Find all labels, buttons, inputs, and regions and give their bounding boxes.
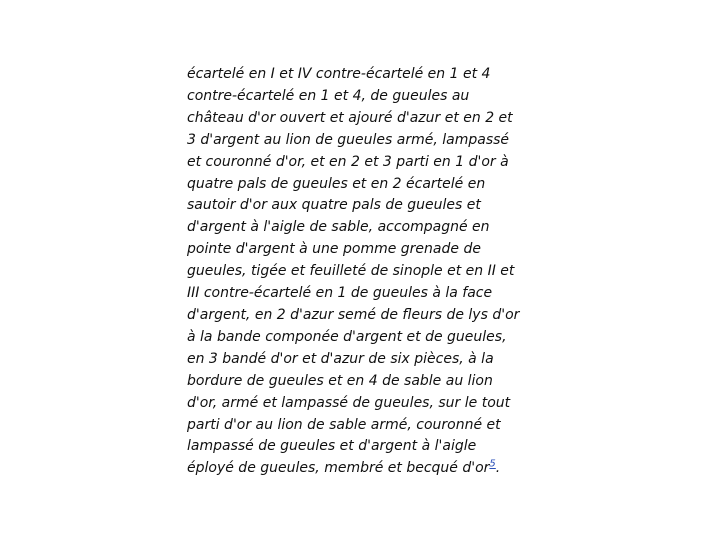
text-line-13: à la bande componée d'argent et de gueules, [187,328,507,345]
text-line-7: sautoir d'or aux quatre pals de gueules et [187,197,481,214]
text-line-3: château d'or ouvert et ajouré d'azur et en 2 et [187,109,513,126]
text-line-6: quatre pals de gueules et en 2 écartelé en [187,175,486,192]
blazon-paragraph [187,64,537,480]
text-line-5: et couronné d'or, et en 2 et 3 parti en 1 d'or à [187,153,509,170]
last-line-text: éployé de gueules, membré et becqué d'or [187,460,490,477]
text-line-4: 3 d'argent au lion de gueules armé, lampassé [187,131,510,148]
text-line-15: bordure de gueules et en 4 de sable au lion [187,372,493,389]
text-line-12: d'argent, en 2 d'azur semé de fleurs de lys d'or [187,306,520,323]
text-line-18: lampassé de gueules et d'argent à l'aigle [187,438,477,455]
text-line-14: en 3 bandé d'or et d'azur de six pièces, à la [187,350,494,367]
final-period: . [495,460,501,477]
footnote-link[interactable]: 5 [489,458,496,470]
text-line-16: d'or, armé et lampassé de gueules, sur le tout [187,394,511,411]
text-line-8: d'argent à l'aigle de sable, accompagné en [187,219,490,236]
text-line-1: écartelé en I et IV contre-écartelé en 1 et 4 [187,66,491,82]
text-line-17: parti d'or au lion de sable armé, couronné et [187,416,501,433]
text-line-2: contre-écartelé en 1 et 4, de gueules au [187,87,470,104]
text-line-9: pointe d'argent à une pomme grenade de [187,241,481,258]
text-line-10: gueules, tigée et feuilleté de sinople et en II et [187,263,515,280]
text-line-19 [187,458,537,480]
text-line-11: III contre-écartelé en 1 de gueules à la face [187,285,493,302]
